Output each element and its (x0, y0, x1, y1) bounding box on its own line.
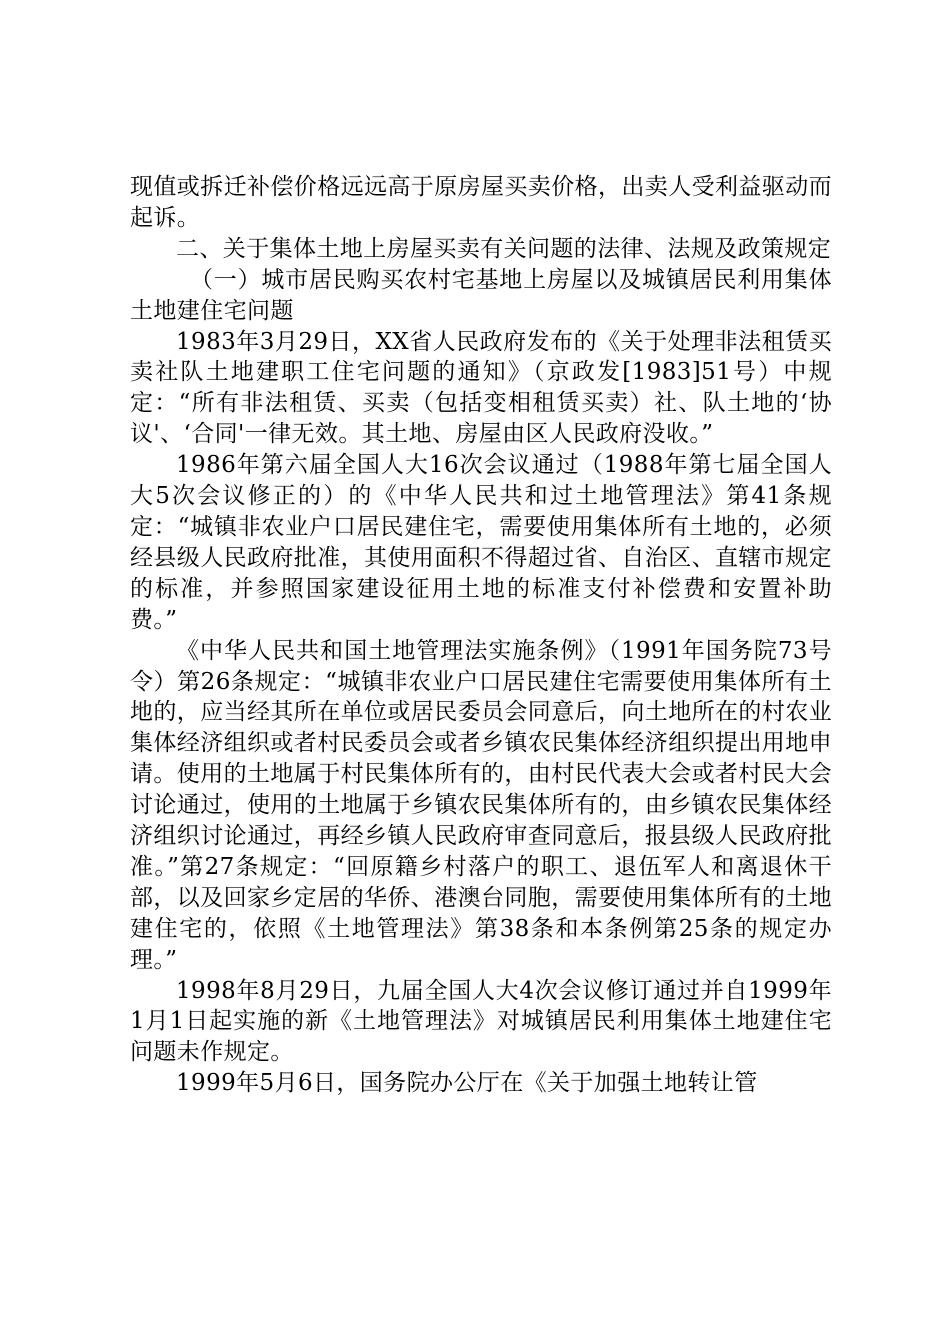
subsection-heading-one: （一）城市居民购买农村宅基地上房屋以及城镇居民利用集体土地建住宅问题 (130, 266, 832, 324)
section-heading-two: 二、关于集体土地上房屋买卖有关问题的法律、法规及政策规定 (176, 235, 832, 262)
paragraph-continuation: 现值或拆迁补偿价格远远高于原房屋买卖价格，出卖人受利益驱动而起诉。 (130, 174, 832, 231)
paragraph-1991-regulation: 《中华人民共和国土地管理法实施条例》（1991年国务院73号令）第26条规定：“城镇非农业户口居民建住宅需要使用集体所有土地的，应当经其所在单位或居民委员会同意后，向土地所在的村农业集体经济组织或者村民委员会或者乡镇农民集体经济组织提出用地申请。使用的土地属于村民集体所有的，由村民代表大会或者村民大会讨论通过，使用的土地属于乡镇农民集体所有的，由乡镇农民集体经济组织讨论通过，再经乡镇人民政府审查同意后，报县级人民政府批准。”第27条规定：“回原籍乡村落户的职工、退伍军人和离退休干部，以及回家乡定居的华侨、港澳台同胞，需要使用集体所有的土地建住宅的，依照《土地管理法》第38条和本条例第25条的规定办理。” (130, 637, 832, 973)
paragraph-1986-land-law: 1986年第六届全国人大16次会议通过（1988年第七届全国人大5次会议修正的）的《中华人民共和过土地管理法》第41条规定：“城镇非农业户口居民建住宅，需要使用集体所有土地的，必须经县级人民政府批准，其使用面积不得超过省、自治区、直辖市规定的标准，并参照国家建设征用土地的标准支付补偿费和安置补助费。” (130, 452, 832, 633)
paragraph-1998-new-law: 1998年8月29日，九届全国人大4次会议修订通过并自1999年1月1日起实施的新《土地管理法》对城镇居民利用集体土地建住宅问题未作规定。 (130, 977, 832, 1066)
paragraph-1983-notice: 1983年3月29日，XX省人民政府发布的《关于处理非法租赁买卖社队土地建职工住宅问题的通知》（京政发[1983]51号）中规定：“所有非法租赁、买卖（包括变相租赁买卖）社、队土地的‘协议'、‘合同'一律无效。其土地、房屋由区人民政府没收。” (130, 328, 832, 448)
paragraph-1999-state-council: 1999年5月6日，国务院办公厅在《关于加强土地转让管 (176, 1070, 758, 1097)
document-body (130, 172, 832, 1099)
